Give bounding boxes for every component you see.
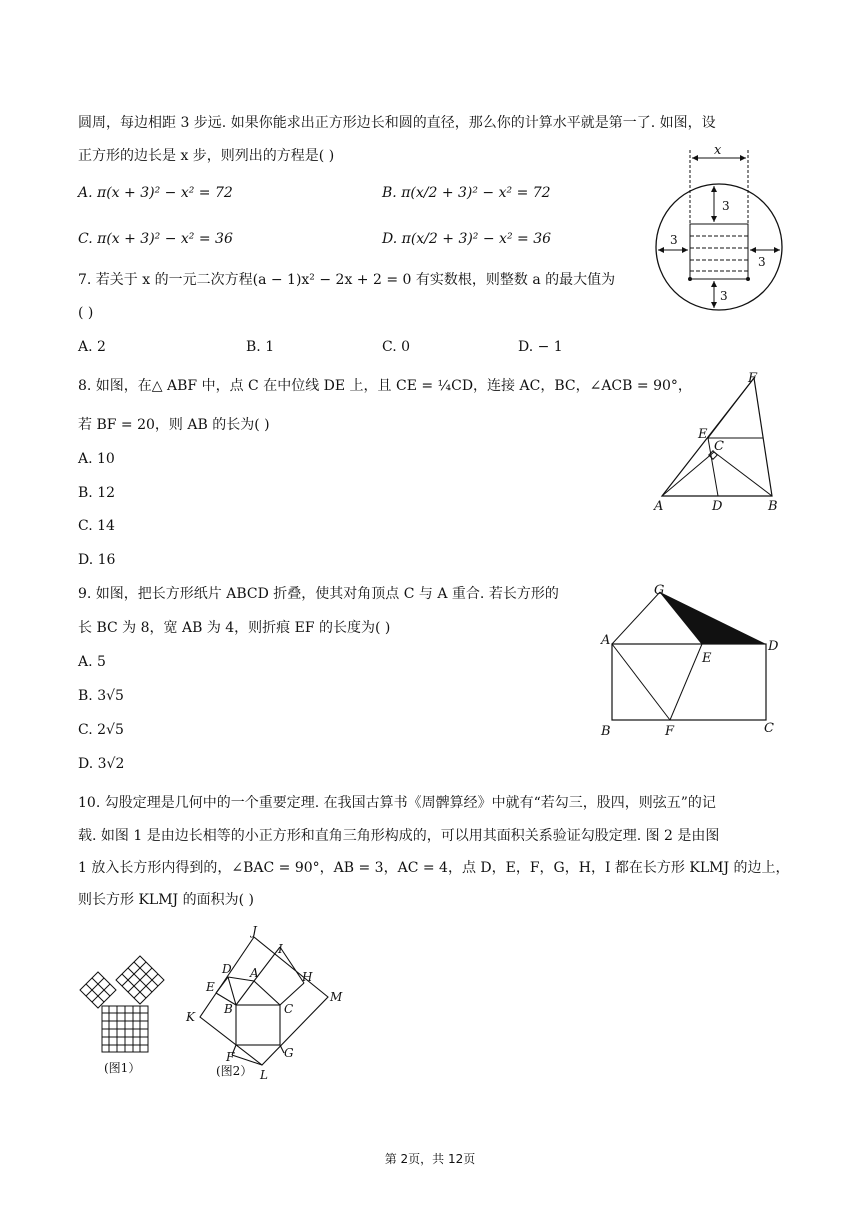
q10-fig2-label-d: D: [222, 962, 232, 976]
q6-text-line2: 正方形的边长是 x 步，则列出的方程是( ): [78, 148, 335, 164]
q10-text-line4: 则长方形 KLMJ 的面积为( ): [78, 892, 254, 908]
q7-option-d: D. − 1: [518, 339, 563, 355]
q6-text-line1: 圆周，每边相距 3 步远. 如果你能求出正方形边长和圆的直径，那么你的计算水平就是第一了. 如图，设: [78, 115, 716, 131]
q8-triangle-figure: [648, 368, 788, 518]
q8-label-e: E: [698, 427, 708, 442]
q6-fig-x-label: x: [714, 143, 722, 158]
q10-fig2-label-b: B: [224, 1002, 233, 1016]
q10-fig2-label-a: A: [250, 966, 259, 980]
q10-fig2-label-h: H: [302, 970, 313, 984]
q7-option-b: B. 1: [246, 339, 275, 355]
q10-fig2-label-g: G: [284, 1046, 294, 1060]
q10-fig2-label-l: L: [260, 1068, 268, 1082]
q7-option-c: C. 0: [382, 339, 411, 355]
q10-fig2-label-f: F: [226, 1050, 235, 1064]
q9-option-b: B. 3√5: [78, 688, 124, 704]
q9-label-b: B: [601, 724, 611, 739]
q10-figure1: [76, 950, 176, 1080]
q7-text-line2: ( ): [78, 305, 94, 321]
q10-fig2-label-m: M: [330, 990, 343, 1004]
q6-option-d: D. π(x/2 + 3)² − x² = 36: [382, 231, 552, 247]
q10-fig2-label-k: K: [186, 1010, 195, 1024]
q10-fig2-label-e: E: [206, 980, 215, 994]
q9-label-d: D: [768, 639, 779, 654]
q8-text-line1: 8. 如图，在△ ABF 中，点 C 在中位线 DE 上，且 CE = ¼CD，连接 AC，BC，∠ACB = 90°，: [78, 378, 692, 394]
q9-folded-rectangle-figure: [596, 580, 786, 742]
q10-figure2-caption: (图2）: [216, 1064, 253, 1078]
q6-fig-bottom-distance: 3: [720, 289, 728, 303]
q8-option-d: D. 16: [78, 552, 116, 568]
page-footer: 第 2页，共 12页: [384, 1152, 476, 1166]
q8-option-a: A. 10: [78, 451, 115, 467]
q10-text-line1: 10. 勾股定理是几何中的一个重要定理. 在我国古算书《周髀算经》中就有“若勾三，股四，则弦五”的记: [78, 795, 716, 811]
q6-fig-right-distance: 3: [758, 255, 766, 269]
q10-fig2-label-j: J: [252, 925, 257, 938]
q9-label-c: C: [764, 721, 774, 736]
q8-label-a: A: [654, 499, 664, 514]
q8-label-c: C: [714, 439, 724, 454]
q8-label-f: F: [748, 371, 758, 386]
q8-label-b: B: [768, 499, 778, 514]
q6-fig-top-distance: 3: [722, 199, 730, 213]
q9-label-e: E: [702, 651, 712, 666]
q9-label-f: F: [665, 724, 675, 739]
q6-option-b: B. π(x/2 + 3)² − x² = 72: [382, 185, 551, 201]
q10-figure1-caption: (图1）: [104, 1061, 141, 1075]
q6-fig-left-distance: 3: [670, 233, 678, 247]
q7-text-line1: 7. 若关于 x 的一元二次方程(a − 1)x² − 2x + 2 = 0 有实数根，则整数 a 的最大值为: [78, 272, 616, 288]
q8-text-line2: 若 BF = 20，则 AB 的长为( ): [78, 417, 270, 433]
q8-option-c: C. 14: [78, 518, 115, 534]
q7-option-a: A. 2: [78, 339, 106, 355]
q10-fig2-label-c: C: [284, 1002, 294, 1016]
q9-option-a: A. 5: [78, 654, 106, 670]
q9-text-line1: 9. 如图，把长方形纸片 ABCD 折叠，使其对角顶点 C 与 A 重合. 若长方形的: [78, 586, 559, 602]
q9-label-g: G: [654, 583, 665, 598]
q10-text-line2: 载. 如图 1 是由边长相等的小正方形和直角三角形构成的，可以用其面积关系验证勾股定理. 图 2 是由图: [78, 828, 720, 844]
q9-text-line2: 长 BC 为 8，宽 AB 为 4，则折痕 EF 的长度为( ): [78, 620, 391, 636]
q8-label-d: D: [712, 499, 723, 514]
q9-option-c: C. 2√5: [78, 722, 124, 738]
q8-option-b: B. 12: [78, 485, 116, 501]
q9-label-a: A: [601, 633, 611, 648]
q6-option-c: C. π(x + 3)² − x² = 36: [78, 231, 233, 247]
q10-fig2-label-i: I: [278, 942, 283, 956]
q10-figure2: [180, 925, 350, 1085]
q6-option-a: A. π(x + 3)² − x² = 72: [78, 185, 233, 201]
q6-circle-square-figure: [650, 140, 790, 320]
q10-text-line3: 1 放入长方形内得到的，∠BAC = 90°，AB = 3，AC = 4，点 D，E，F，G，H，I 都在长方形 KLMJ 的边上，: [78, 860, 790, 876]
q9-option-d: D. 3√2: [78, 756, 125, 772]
